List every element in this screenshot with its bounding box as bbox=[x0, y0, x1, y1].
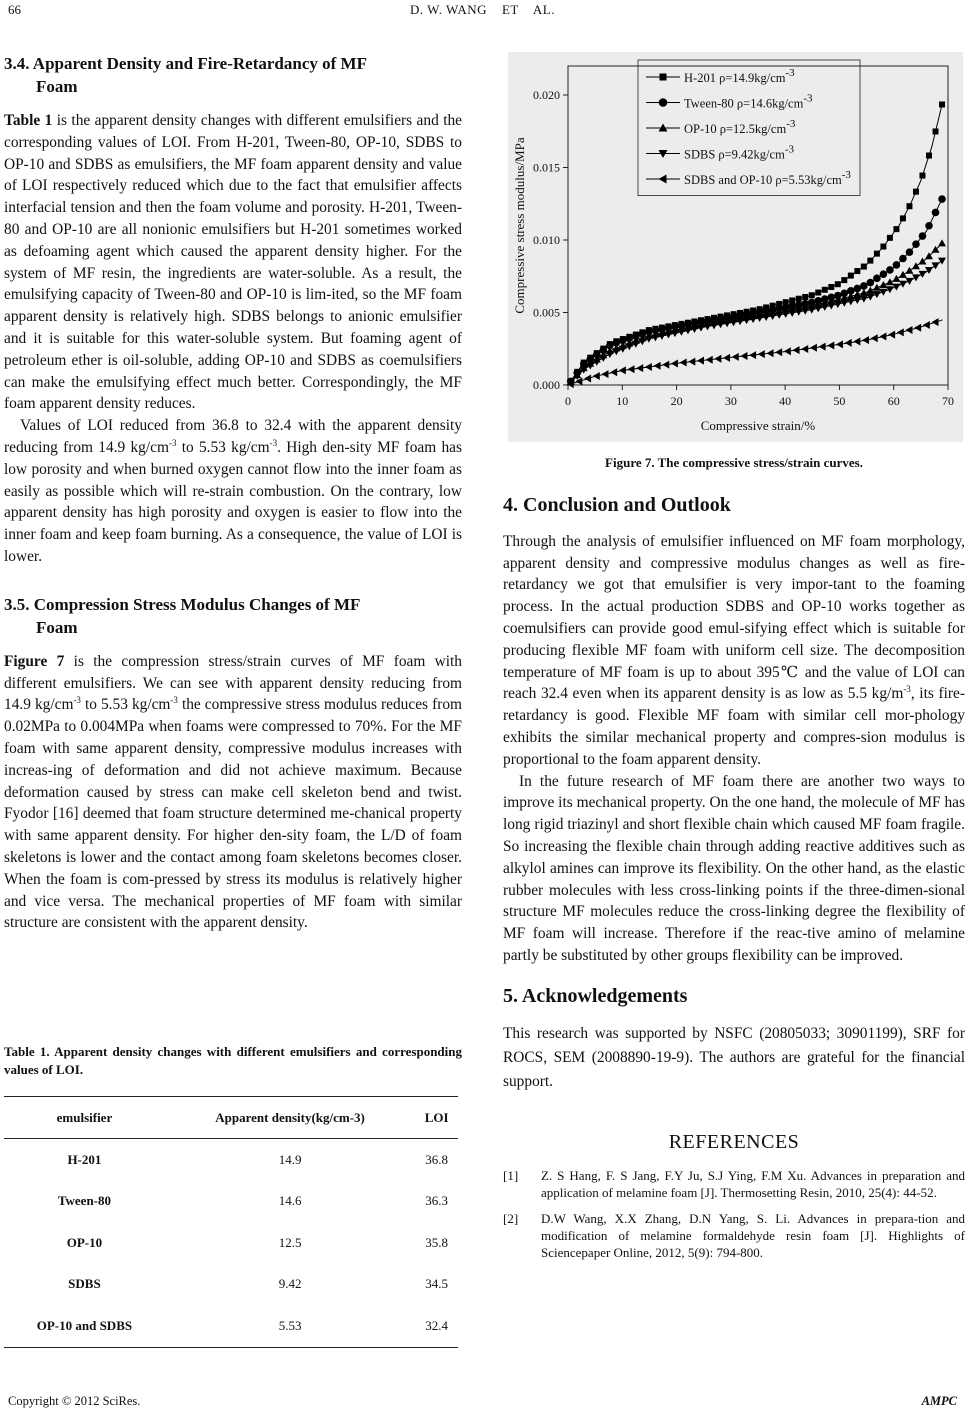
data-point bbox=[841, 277, 847, 283]
table-cell: 36.3 bbox=[425, 1193, 449, 1209]
data-point bbox=[723, 354, 730, 362]
data-point bbox=[758, 350, 765, 358]
data-point bbox=[914, 324, 921, 332]
data-point bbox=[638, 338, 646, 345]
table-cell: 36.8 bbox=[425, 1151, 449, 1167]
data-point bbox=[933, 128, 939, 134]
series-line bbox=[568, 260, 943, 385]
data-point bbox=[938, 195, 946, 203]
paragraph-3-5: Figure 7 is the compression stress/strain curves of MF foam with different emulsifiers. We can see with apparent density reducing from 14.9 $kg/cm^{-3}$ to 5.53 $kg/cm^{-3}$ the compressive stress modulus reduces from 0.02MPa to 0.004MPa when foams were compressed to 70%. For the MF foam with same apparent density, compressive modulus increases with increas-ing of deformation and did not achieve maximum. Because deformation caused by stress can make cell skeleton bend and twist. Fyodor [16] deemed that foam structure determined me-chanical property with same apparent density. For higher den-sity foam, the L/D of foam skeletons is lower and the contact among foam skeletons becomes closer. When the foam is com-pressed by stress its modulus is relatively higher and vice versa. The mechanical properties of MF foam with similar structure are consistent with the apparent density. bbox=[4, 652, 462, 932]
data-point bbox=[866, 294, 874, 301]
table-row bbox=[4, 1181, 458, 1223]
data-point bbox=[861, 264, 867, 270]
data-point bbox=[810, 344, 817, 352]
data-point bbox=[714, 355, 721, 363]
data-point bbox=[809, 292, 815, 298]
y-tick-label: 0.000 bbox=[533, 378, 560, 392]
legend-marker bbox=[659, 98, 668, 107]
data-point bbox=[827, 341, 834, 349]
legend-label: SDBS and OP-10 ρ=5.53kg/cm-3 bbox=[684, 169, 851, 187]
table-header-loi: LOI bbox=[415, 1097, 458, 1139]
reference-text: D.W Wang, X.X Zhang, D.N Yang, S. Li. Advances in prepara-tion and modification of melamine formaldehyde resin foam [J]. Highlights of Sciencepaper Online, 2012, 5(9): 794-800. bbox=[541, 1211, 965, 1261]
legend-marker bbox=[660, 74, 667, 81]
data-point bbox=[802, 294, 808, 300]
figure-7-caption: Figure 7. The compressive stress/strain curves. bbox=[605, 455, 863, 470]
x-tick-label: 0 bbox=[565, 394, 571, 408]
paragraph-3-4-b: Values of LOI reduced from 36.8 to 32.4 with the apparent density reducing from 14.9 $kg/cm^{-3}$ to 5.53 $kg/cm^{-3}$. High den-sity MF foam has low porosity and when burned oxygen cannot flow into the inner foam as easily as possible which will re-strain combustion. On the contrary, low apparent density has high porosity and oxygen is easier to flow into the inner foam and keep foam burning. As a consequence, the value of LOI is lower. bbox=[4, 417, 462, 565]
data-point bbox=[880, 244, 886, 250]
data-point bbox=[874, 251, 880, 257]
data-point bbox=[680, 358, 687, 366]
data-point bbox=[905, 326, 912, 334]
data-point bbox=[775, 348, 782, 356]
data-point bbox=[893, 261, 901, 269]
data-point bbox=[899, 271, 907, 278]
y-axis-label: Compressive stress modulus/MPa bbox=[512, 137, 527, 314]
data-point bbox=[939, 101, 945, 107]
data-point bbox=[645, 363, 652, 371]
data-point bbox=[899, 281, 907, 288]
data-point bbox=[740, 352, 747, 360]
data-point bbox=[925, 222, 933, 230]
data-point bbox=[796, 296, 802, 302]
data-point bbox=[636, 364, 643, 372]
table-cell: SDBS bbox=[68, 1276, 101, 1292]
table-1-caption: Table 1. Apparent density changes with different emulsifiers and corresponding values of LOI. bbox=[4, 1044, 462, 1077]
data-point bbox=[610, 368, 617, 376]
data-point bbox=[619, 366, 626, 374]
data-point bbox=[899, 255, 907, 263]
page-number: 66 bbox=[8, 2, 21, 17]
data-point bbox=[886, 266, 894, 274]
data-point bbox=[879, 281, 887, 288]
data-point bbox=[606, 351, 614, 358]
references-list bbox=[503, 1167, 965, 1261]
x-axis-label: Compressive strain/% bbox=[700, 418, 816, 433]
paragraph-4-b: In the future research of MF foam there are another two ways to improve its mechanical property. On the one hand, the molecule of MF has long rigid triazinyl and short flexible chain which caused MF foam fragile. So increasing the flexible chain through adding reactive additives such as alkylol amines can improve its flexibility. On the other hand, as the elastic rubber molecules with less cross-linking points if the three-dimen-sional structure MF molecules reduce the cross-linking degree the flexibility of MF foam will increase. Therefore if the reac-tive amino of melamine partly be substituted by other groups flexibility can be improved. bbox=[503, 772, 965, 964]
legend-label: Tween-80 ρ=14.6kg/cm-3 bbox=[684, 92, 813, 111]
data-point bbox=[654, 362, 661, 370]
data-point bbox=[892, 284, 900, 291]
data-point bbox=[584, 375, 591, 383]
y-tick-label: 0.010 bbox=[533, 233, 560, 247]
table-cell: 14.6 bbox=[278, 1193, 302, 1209]
data-point bbox=[887, 235, 893, 241]
right-column bbox=[503, 495, 965, 1270]
section-5-heading: 5. Acknowledgements bbox=[503, 984, 688, 1007]
data-point bbox=[845, 339, 852, 347]
x-tick-label: 10 bbox=[616, 394, 629, 408]
legend-marker bbox=[659, 175, 667, 184]
data-point bbox=[784, 347, 791, 355]
data-point bbox=[732, 353, 739, 361]
reference-number: [1] bbox=[503, 1168, 519, 1184]
legend-label: H-201 ρ=14.9kg/cm-3 bbox=[684, 67, 795, 85]
data-point bbox=[593, 372, 600, 380]
data-point bbox=[766, 349, 773, 357]
data-point bbox=[938, 239, 946, 246]
table-cell: 14.9 bbox=[278, 1151, 302, 1167]
table-cell: 32.4 bbox=[415, 1305, 458, 1347]
data-point bbox=[671, 359, 678, 367]
data-point bbox=[822, 287, 828, 293]
data-point bbox=[819, 343, 826, 351]
data-point bbox=[919, 173, 925, 179]
left-column bbox=[4, 52, 462, 934]
data-point bbox=[853, 338, 860, 346]
data-point bbox=[866, 287, 874, 294]
data-point bbox=[879, 332, 886, 340]
data-point bbox=[888, 331, 895, 339]
data-point bbox=[919, 232, 927, 240]
x-tick-label: 70 bbox=[942, 394, 954, 408]
data-point bbox=[835, 281, 841, 287]
data-point bbox=[706, 356, 713, 364]
data-point bbox=[645, 336, 653, 343]
x-tick-label: 60 bbox=[887, 394, 900, 408]
paragraph-5: This research was supported by NSFC (20805033; 30901199), SRF for ROCS, SEM (2008890-19-9). The authors are grateful for the financial support. bbox=[503, 1024, 965, 1090]
section-3-4-heading: 3.4. Apparent Density and Fire-Retardancy of MF Foam bbox=[4, 54, 367, 96]
data-point bbox=[601, 370, 608, 378]
data-point bbox=[873, 284, 881, 291]
data-point bbox=[906, 248, 914, 256]
x-tick-label: 30 bbox=[724, 394, 737, 408]
table-cell: 5.53 bbox=[165, 1305, 415, 1347]
y-tick-label: 0.015 bbox=[533, 160, 560, 175]
table-row bbox=[4, 1264, 458, 1306]
data-point bbox=[938, 258, 946, 265]
table-cell: 34.5 bbox=[425, 1276, 449, 1292]
section-3-5-heading: 3.5. Compression Stress Modulus Changes of MF Foam bbox=[4, 594, 361, 637]
legend-label: SDBS ρ=9.42kg/cm-3 bbox=[684, 143, 794, 162]
data-point bbox=[905, 278, 913, 285]
data-point bbox=[905, 267, 913, 274]
data-point bbox=[867, 279, 875, 287]
data-point bbox=[688, 358, 695, 366]
table-cell: 9.42 bbox=[278, 1276, 302, 1292]
x-tick-label: 50 bbox=[833, 394, 846, 408]
data-point bbox=[913, 189, 919, 195]
table-row bbox=[4, 1139, 458, 1181]
data-point bbox=[925, 267, 933, 274]
figure-7 bbox=[508, 52, 963, 442]
data-point bbox=[912, 262, 920, 269]
copyright: Copyright © 2012 SciRes. bbox=[8, 1394, 141, 1408]
data-point bbox=[880, 270, 888, 278]
table-cell: Tween-80 bbox=[57, 1193, 112, 1209]
reference-number: [2] bbox=[503, 1211, 519, 1227]
data-point bbox=[749, 351, 756, 359]
table-cell: H-201 bbox=[67, 1151, 102, 1167]
reference-item bbox=[503, 1167, 965, 1201]
paragraph-3-4-a: Table 1 is the apparent density changes with different emulsifiers and the corresponding values of LOI. From H-201, Tween-80, OP-10, SDBS to OP-10 and SDBS as emulsifiers, the MF foam apparent density and value of LOI respectively reduced which due to the fact that emulsifier affects interfacial tension and then the foam volume and porosity. H-201, Tween-80 and OP-10 are all nonionic emulsifiers but H-201 sometimes worked as defoaming agent which caused the apparent density higher. For the system of MF resin, the ingredients are water-soluble. As a result, the emulsifying capacity of Tween-80 and OP-10 is lim-ited, so the MF foam apparent density is relatively high. SDBS belongs to anionic emulsifier and it is suitable for this water-soluble system. But foaming agent of petroleum ether is oil-soluble, adding OP-10 and SDBS as coemulsifiers can make the emulsifying effect much better. Correspondingly, the MF foam apparent density reduces. bbox=[4, 112, 462, 413]
table-1 bbox=[4, 1096, 458, 1348]
running-header: D. W. WANG ET AL. bbox=[410, 2, 555, 17]
table-cell: OP-10 bbox=[66, 1234, 103, 1250]
reference-text: Z. S Hang, F. S Jang, F.Y Ju, S.J Ying, F.M Xu. Advances in preparation and application of melamine foam [J]. Thermosetting Resin, 2010, 25(4): 44-52. bbox=[541, 1168, 965, 1201]
table-header-emulsifier: emulsifier bbox=[4, 1097, 165, 1139]
data-point bbox=[632, 341, 640, 348]
table-row bbox=[4, 1305, 458, 1347]
x-tick-label: 20 bbox=[670, 394, 683, 408]
table-cell: OP-10 and SDBS bbox=[4, 1305, 165, 1347]
y-tick-label: 0.020 bbox=[533, 88, 560, 102]
legend-label: OP-10 ρ=12.5kg/cm-3 bbox=[684, 118, 796, 136]
data-point bbox=[625, 343, 633, 350]
data-point bbox=[926, 153, 932, 159]
data-point bbox=[932, 262, 940, 269]
references-heading: REFERENCES bbox=[668, 1130, 800, 1153]
data-point bbox=[867, 258, 873, 264]
reference-item bbox=[503, 1210, 965, 1261]
data-point bbox=[932, 209, 940, 217]
data-point bbox=[906, 203, 912, 209]
data-point bbox=[662, 361, 669, 369]
stress-strain-chart bbox=[508, 52, 963, 442]
data-point bbox=[836, 340, 843, 348]
data-point bbox=[815, 290, 821, 296]
data-point bbox=[871, 334, 878, 342]
table-cell: 12.5 bbox=[278, 1234, 302, 1250]
data-point bbox=[628, 365, 635, 373]
data-point bbox=[873, 291, 881, 298]
data-point bbox=[893, 226, 899, 232]
data-point bbox=[897, 328, 904, 336]
data-point bbox=[619, 346, 627, 353]
data-point bbox=[923, 321, 930, 329]
data-point bbox=[918, 258, 926, 265]
x-tick-label: 40 bbox=[779, 394, 792, 408]
data-point bbox=[848, 273, 854, 279]
section-4-heading: 4. Conclusion and Outlook bbox=[503, 494, 731, 516]
data-point bbox=[828, 284, 834, 290]
data-point bbox=[932, 318, 939, 326]
data-point bbox=[793, 346, 800, 354]
y-tick-label: 0.005 bbox=[533, 305, 560, 320]
data-point bbox=[860, 282, 868, 290]
data-point bbox=[862, 336, 869, 344]
journal-name: AMPC bbox=[921, 1394, 957, 1408]
data-point bbox=[801, 345, 808, 353]
data-point bbox=[854, 268, 860, 274]
paragraph-4-a: Through the analysis of emulsifier influenced on MF foam morphology, apparent density and compressive modulus changes as well as fire-retardancy we got that emulsifier is very impor-tant to the foaming process. In the actual production SDBS and OP-10 works together as coemulsifiers can provide good emul-sifying effect which is suitable for producing flexible MF foam with uniform cell size. The decomposition temperature of MF foam is up to about 395℃ and the value of LOI can reach 32.4 even when its apparent density is as low as 5.5 $kg/m^{-3}$, its fire-retardancy is good. Flexible MF foam with similar cell mor-phology exhibits the similar mechanical property and compres-sion modulus is proportional to the foam apparent density. bbox=[503, 532, 965, 768]
table-row bbox=[4, 1222, 458, 1264]
data-point bbox=[873, 275, 881, 283]
table-cell: 35.8 bbox=[425, 1234, 449, 1250]
data-point bbox=[697, 357, 704, 365]
table-header-density: Apparent density(kg/cm-3) bbox=[165, 1097, 415, 1139]
data-point bbox=[900, 215, 906, 221]
data-point bbox=[912, 240, 920, 248]
